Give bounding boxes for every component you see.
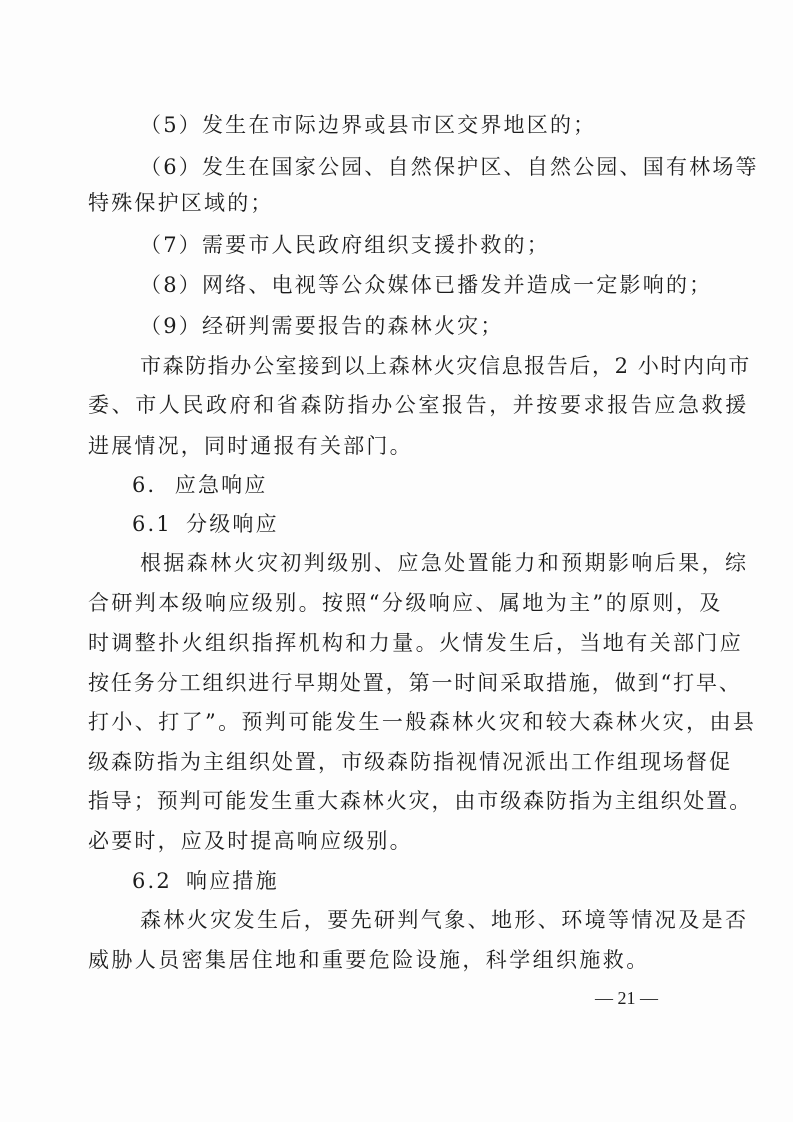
section-heading-6-2 <box>132 868 279 894</box>
section-title: 应急响应 <box>174 473 268 497</box>
paragraph-line: 森林火灾发生后，要先研判气象、地形、环境等情况及是否 <box>140 908 749 932</box>
section-heading-6-1 <box>132 511 279 537</box>
paragraph-line: 打小、打了”。预判可能发生一般森林火灾和较大森林火灾，由县 <box>88 710 757 734</box>
paragraph-line: 按任务分工组织进行早期处置，第一时间采取措施，做到“打早、 <box>88 671 742 695</box>
page-number: — 21 — <box>595 988 658 1008</box>
paragraph-line: 指导；预判可能发生重大森林火灾，由市级森防指为主组织处置。 <box>88 789 753 813</box>
list-item-8: （8）网络、电视等公众媒体已播发并造成一定影响的； <box>140 273 713 297</box>
paragraph-line: 合研判本级响应级别。按照“分级响应、属地为主”的原则，及 <box>88 591 723 615</box>
section-title: 响应措施 <box>186 869 279 893</box>
report-paragraph-line: 进展情况，同时通报有关部门。 <box>88 434 413 458</box>
paragraph-line: 必要时，应及时提高响应级别。 <box>88 829 413 853</box>
list-item-6: （6）发生在国家公园、自然保护区、自然公园、国有林场等 <box>140 155 759 179</box>
section-number: 6.1 <box>132 512 172 536</box>
list-item-9: （9）经研判需要报告的森林火灾； <box>140 314 504 338</box>
report-paragraph-line: 委、市人民政府和省森防指办公室报告，并按要求报告应急救援 <box>88 393 749 417</box>
section-heading-6 <box>132 472 268 498</box>
paragraph-line: 根据森林火灾初判级别、应急处置能力和预期影响后果，综 <box>140 551 749 575</box>
section-number: 6.2 <box>132 869 172 893</box>
section-title: 分级响应 <box>186 512 279 536</box>
list-item-5: （5）发生在市际边界或县市区交界地区的； <box>140 113 597 137</box>
list-item-6-continued: 特殊保护区域的； <box>88 191 274 215</box>
paragraph-line: 威胁人员密集居住地和重要危险设施，科学组织施救。 <box>88 948 650 972</box>
report-paragraph-line: 市森防指办公室接到以上森林火灾信息报告后，2 小时内向市 <box>140 354 751 378</box>
paragraph-line: 时调整扑火组织指挥机构和力量。火情发生后，当地有关部门应 <box>88 631 744 655</box>
section-number: 6． <box>132 473 171 497</box>
paragraph-line: 级森防指为主组织处置，市级森防指视情况派出工作组现场督促 <box>88 750 732 774</box>
list-item-7: （7）需要市人民政府组织支援扑救的； <box>140 233 550 257</box>
